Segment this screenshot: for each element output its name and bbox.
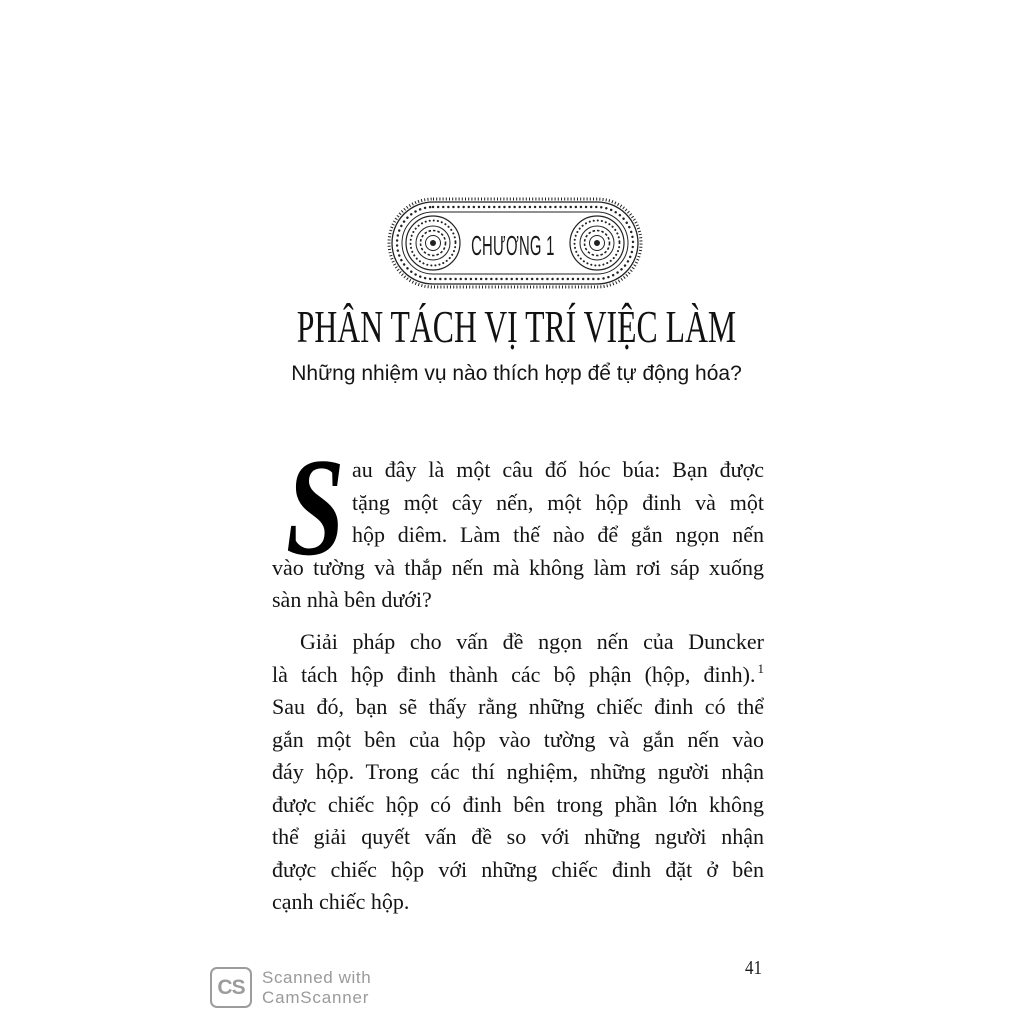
text-line-text: là tách hộp đinh thành các bộ phận (hộp, đinh). (272, 661, 756, 687)
text-line: cạnh chiếc hộp. (272, 889, 410, 914)
watermark-line-1: Scanned with (262, 968, 372, 987)
text-line: Sau đó, bạn sẽ thấy rằng những chiếc đinh có thể (272, 694, 764, 719)
text-line: sàn nhà bên dưới? (272, 587, 432, 612)
text-line: thể giải quyết vấn đề so với những người nhận (272, 824, 764, 849)
text-line: tặng một cây nến, một hộp đinh và một (352, 489, 764, 515)
paragraph-1 (272, 454, 764, 617)
text-line: Giải pháp cho vấn đề ngọn nến của Duncker (300, 629, 764, 654)
camscanner-logo-icon: CS (210, 967, 252, 1008)
chapter-subtitle-container (0, 363, 1024, 389)
page-number: 41 (745, 957, 762, 979)
footnote-marker: 1 (757, 660, 764, 676)
chapter-title: PHÂN TÁCH VỊ TRÍ VIỆC LÀM (296, 301, 737, 352)
chapter-label-container (413, 232, 613, 262)
text-line: được chiếc hộp có đinh bên trong phần lớn không (272, 791, 764, 817)
chapter-title-container (0, 301, 1024, 352)
drop-cap: S (286, 430, 345, 585)
text-line: được chiếc hộp với những chiếc đinh đặt ở bên (272, 856, 764, 882)
text-line-with-footnote (272, 659, 764, 692)
paragraph-2 (272, 626, 764, 919)
watermark-line-2: CamScanner (262, 988, 370, 1007)
chapter-label: CHƯƠNG 1 (471, 230, 555, 261)
text-line: vào tường và thắp nến mà không làm rơi sáp xuống (272, 554, 764, 580)
text-line: hộp diêm. Làm thế nào để gắn ngọn nến (352, 522, 764, 547)
chapter-subtitle: Những nhiệm vụ nào thích hợp để tự động hóa? (291, 362, 742, 385)
text-line: đáy hộp. Trong các thí nghiệm, những người nhận (272, 759, 764, 784)
text-line: gắn một bên của hộp vào tường và gắn nến vào (272, 726, 764, 752)
text-line: au đây là một câu đố hóc búa: Bạn được (352, 457, 764, 482)
